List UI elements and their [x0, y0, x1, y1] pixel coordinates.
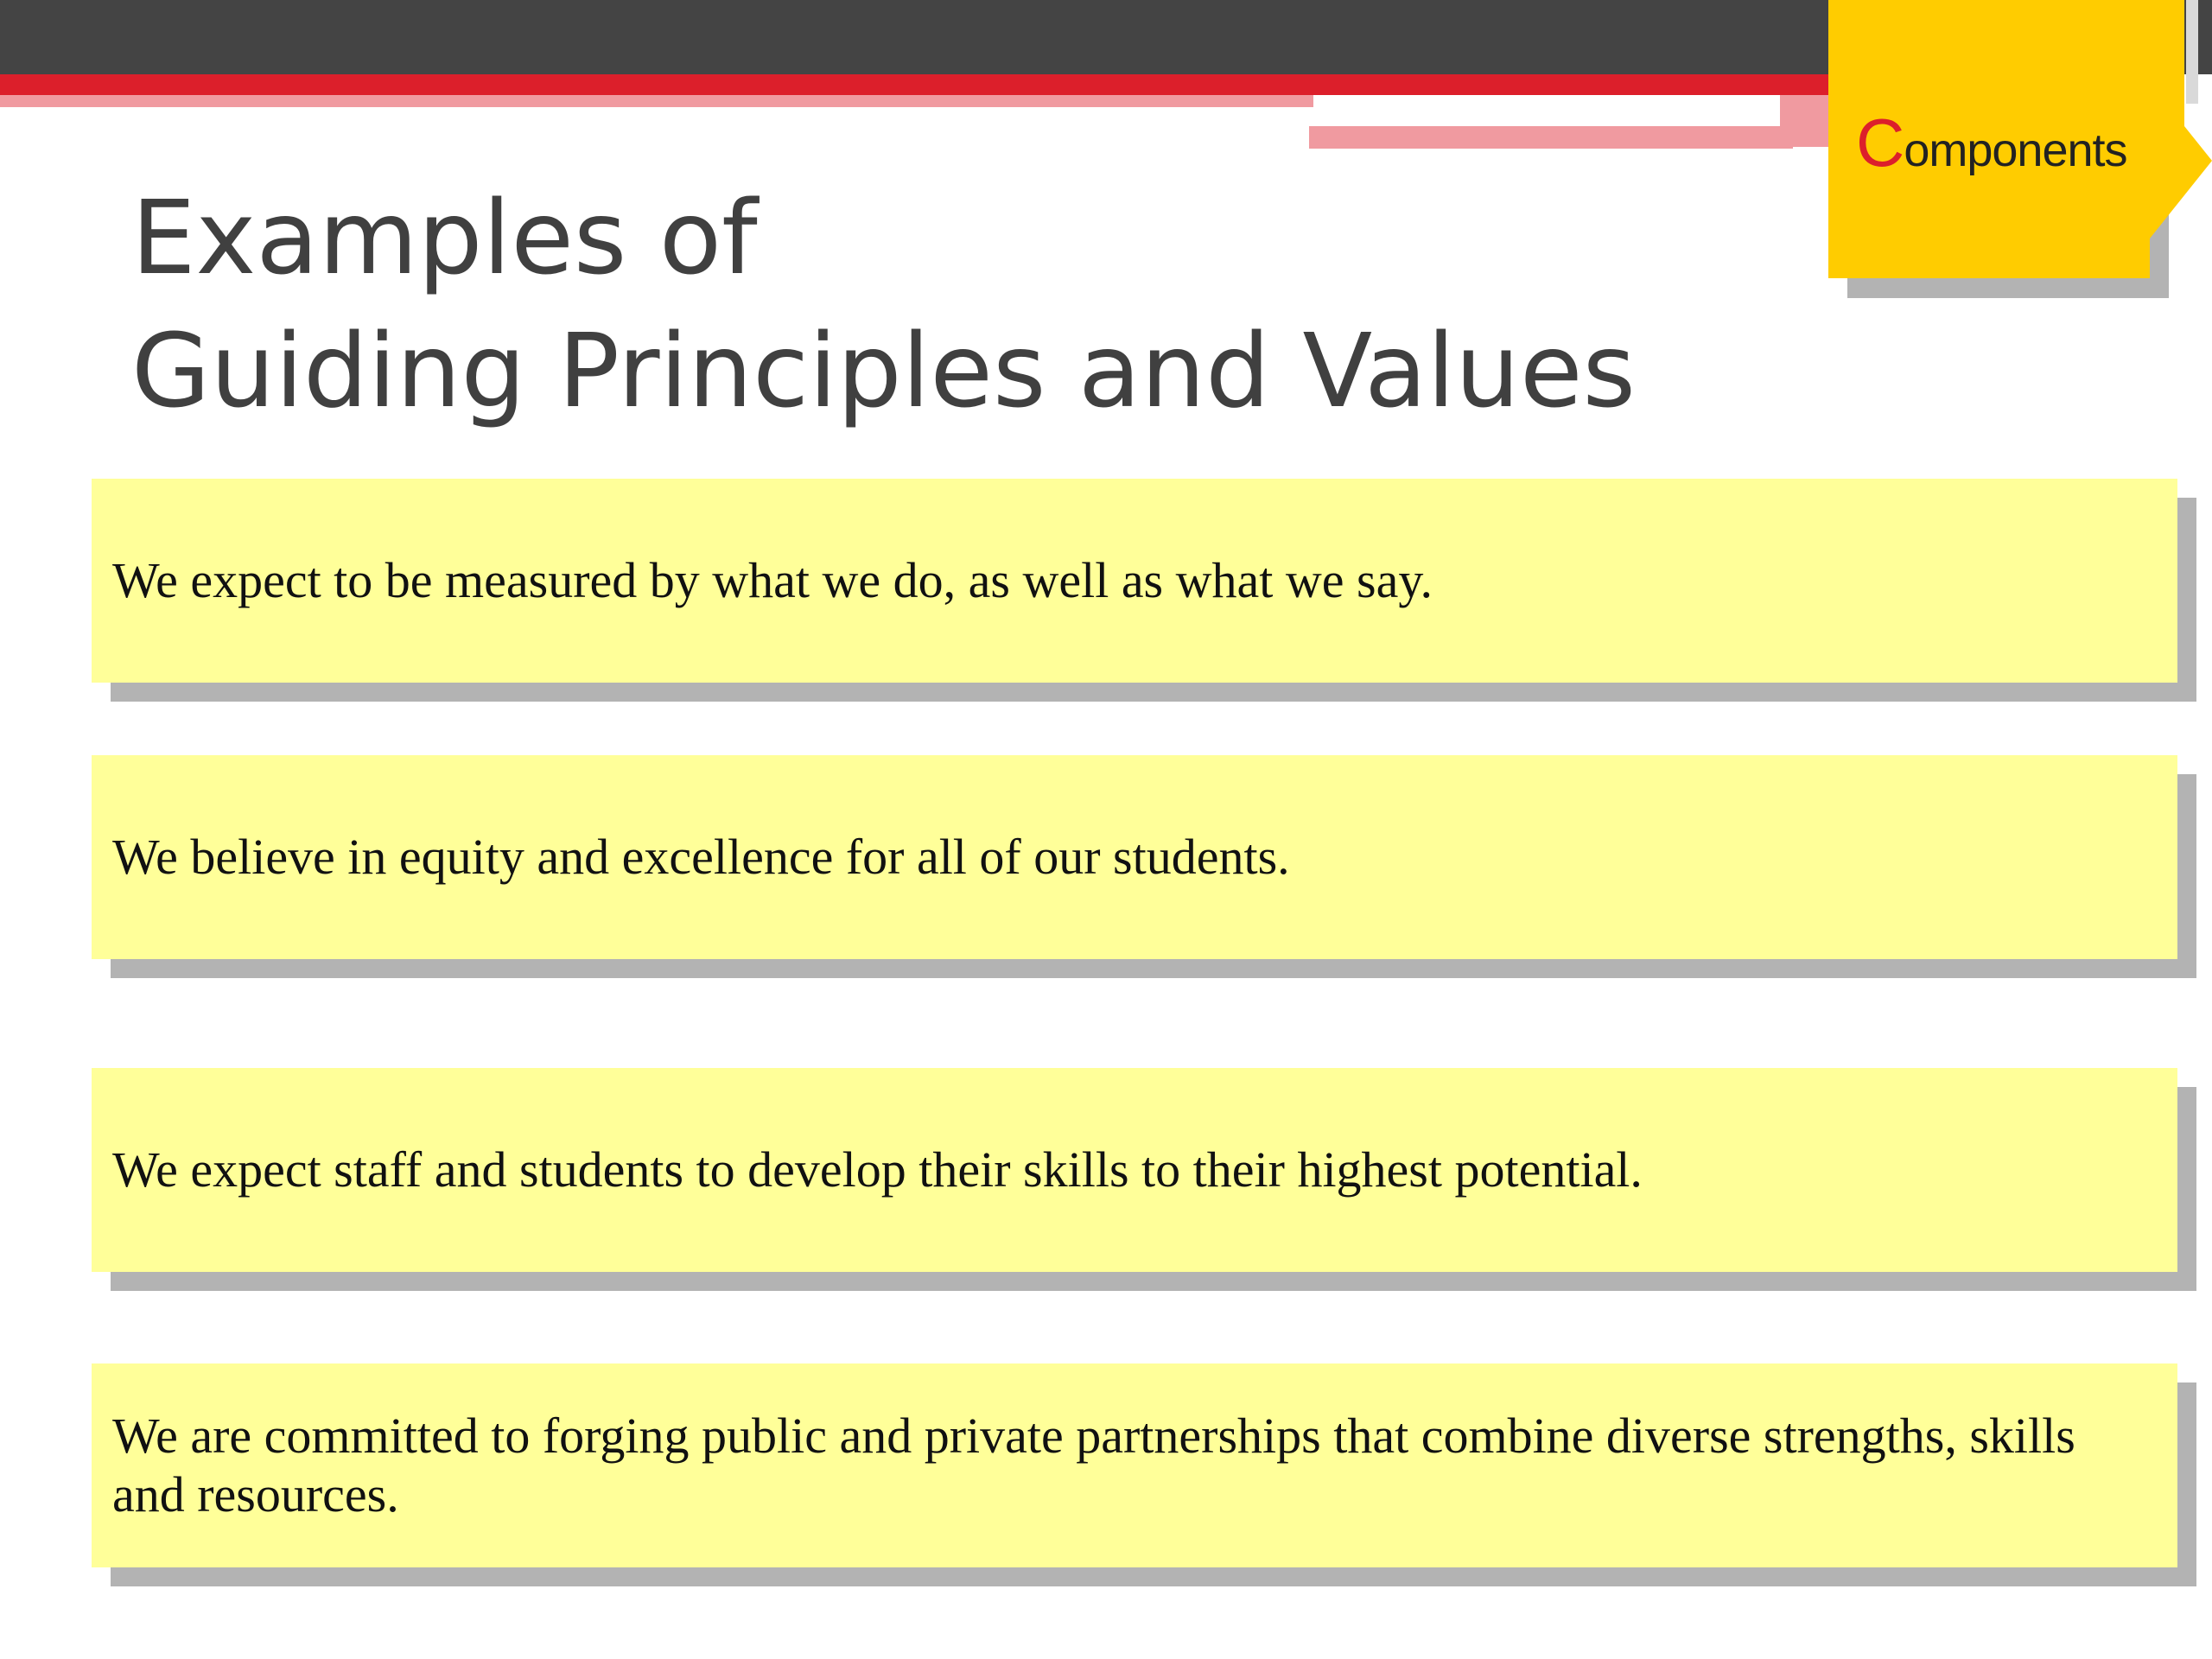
header-bar-pink-right [1309, 126, 1793, 149]
page-title-line-1: Examples of [131, 178, 758, 297]
value-item-2 [92, 755, 2177, 959]
components-tab-initial: C [1856, 105, 1904, 181]
components-tab-arrow-icon [2150, 83, 2212, 238]
header-bar-pink-left [0, 95, 1313, 107]
value-item-text: We believe in equity and excellence for all of our students. [92, 755, 2177, 959]
components-tab-text: omponents [1904, 124, 2127, 176]
components-tab-label[interactable] [1856, 104, 2127, 182]
header-bar-gap [1309, 107, 1793, 126]
value-item-3 [92, 1068, 2177, 1272]
value-item-text: We are committed to forging public and private partnerships that combine diverse strengths, skills and resources. [92, 1363, 2177, 1567]
value-item-1 [92, 479, 2177, 683]
page-title-line-2: Guiding Principles and Values [131, 311, 1637, 430]
page-title [131, 171, 1636, 437]
header-bar-red [0, 74, 1840, 95]
value-item-text: We expect to be measured by what we do, as well as what we say. [92, 479, 2177, 683]
value-item-text: We expect staff and students to develop their skills to their highest potential. [92, 1068, 2177, 1272]
value-item-4 [92, 1363, 2177, 1567]
